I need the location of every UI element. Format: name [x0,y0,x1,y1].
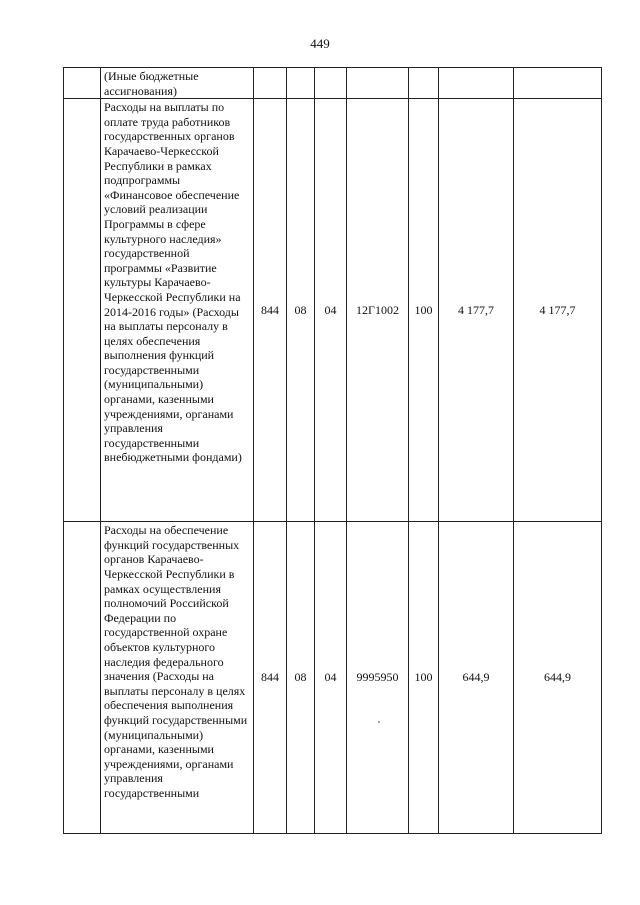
amount-1-cell [439,68,514,99]
amount-2-cell: 4 177,7 [514,99,602,522]
amount-1-cell: 4 177,7 [439,99,514,522]
ministry-cell: 844 [254,99,287,522]
target-article-cell [347,68,409,99]
table-row [64,522,602,834]
row-index-cell [64,522,101,834]
section-cell [287,68,315,99]
target-article-cell: 12Г1002 [347,99,409,522]
amount-1-cell: 644,9 [439,522,514,834]
amount-2-cell: 644,9 [514,522,602,834]
section-cell: 08 [287,99,315,522]
row-index-cell [64,99,101,522]
amount-2-cell [514,68,602,99]
scan-speck [378,721,380,723]
ministry-cell [254,68,287,99]
table-row [64,99,602,522]
description-cell: (Иные бюджетные ассигнования) [101,68,254,99]
section-cell: 08 [287,522,315,834]
subsection-cell [315,68,347,99]
expense-type-cell: 100 [409,99,439,522]
budget-table [63,67,602,834]
row-index-cell [64,68,101,99]
expense-type-cell [409,68,439,99]
ministry-cell: 844 [254,522,287,834]
target-article-cell: 9995950 [347,522,409,834]
table-row [64,68,602,99]
subsection-cell: 04 [315,99,347,522]
page-number: 449 [310,36,330,51]
subsection-cell: 04 [315,522,347,834]
description-cell: Расходы на выплаты по оплате труда работников государственных органов Карачаево-Черкесской Республики в рамках подпрограммы «Финансовое обеспечение условий реализации Программы в сфере культурного наследия» государственной программы «Развитие культуры Карачаево-Черкесской Республики на 2014-2016 годы» (Расходы на выплаты персоналу в целях обеспечения выполнения функций государственными (муниципальными) органами, казенными учреждениями, органами управления государственными внебюджетными фондами) [101,99,254,522]
expense-type-cell: 100 [409,522,439,834]
description-cell: Расходы на обеспечение функций государственных органов Карачаево-Черкесской Республики в рамках осуществления полномочий Российской Федерации по государственной охране объектов культурного наследия федерального значения (Расходы на выплаты персоналу в целях обеспечения выполнения функций государственными (муниципальными) органами, казенными учреждениями, органами управления государственными [101,522,254,834]
